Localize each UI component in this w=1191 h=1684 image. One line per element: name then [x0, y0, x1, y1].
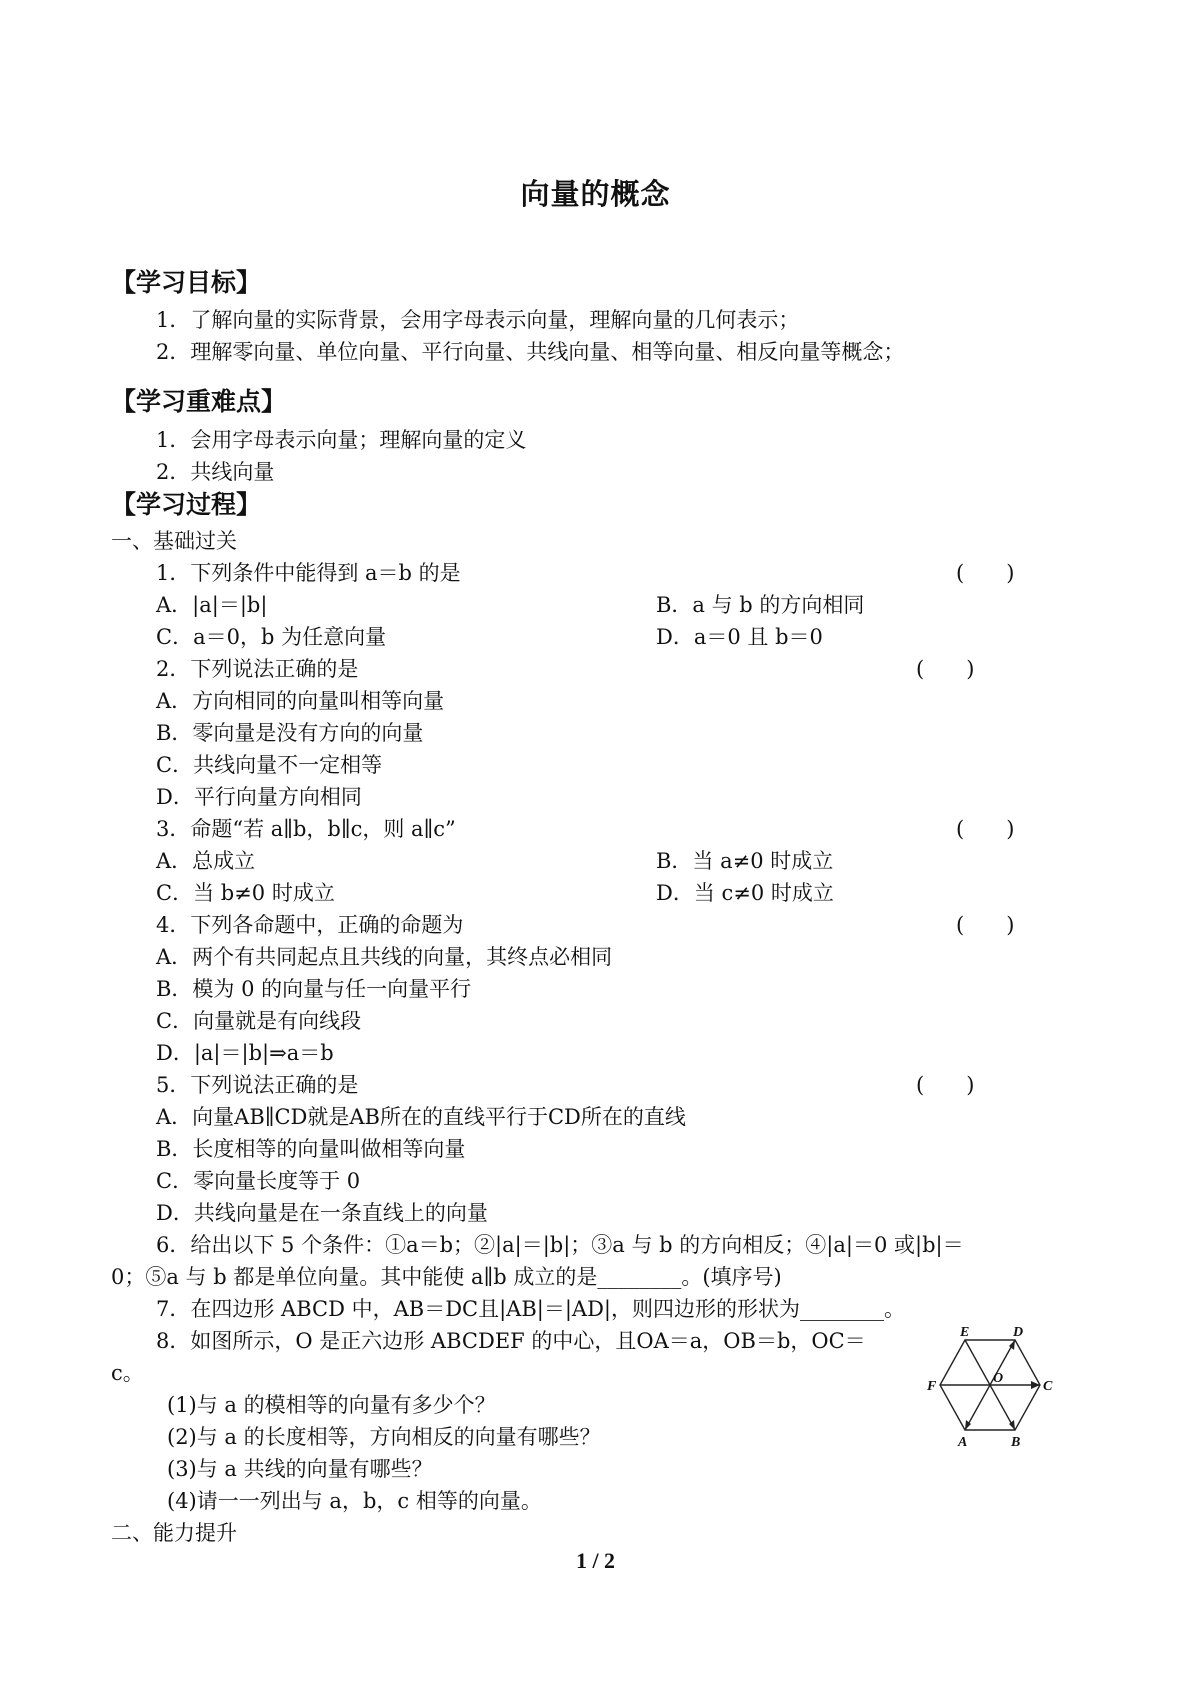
- section-heading-goals: 【学习目标】: [111, 268, 262, 297]
- option-a: A．方向相同的向量叫相等向量: [156, 689, 445, 713]
- option-b: B．a 与 b 的方向相同: [656, 593, 865, 617]
- section-heading-keys: 【学习重难点】: [111, 387, 287, 416]
- option-b: B．零向量是没有方向的向量: [156, 721, 424, 745]
- sub-question: (3)与 a 共线的向量有哪些？: [167, 1457, 433, 1481]
- goal-item: 2．理解零向量、单位向量、平行向量、共线向量、相等向量、相反向量等概念；: [156, 340, 905, 364]
- section-heading-process: 【学习过程】: [111, 490, 262, 519]
- question-1-stem: 1．下列条件中能得到 a＝b 的是: [156, 561, 461, 585]
- option-c: C．当 b≠0 时成立: [156, 881, 335, 905]
- option-c: C．零向量长度等于 0: [156, 1169, 361, 1193]
- center-label-o: O: [993, 1371, 1004, 1386]
- option-c: C．a＝0，b 为任意向量: [156, 625, 387, 649]
- option-b: B．当 a≠0 时成立: [656, 849, 834, 873]
- key-item: 2．共线向量: [156, 460, 275, 484]
- sub-question: (4)请一一列出与 a，b，c 相等的向量。: [167, 1489, 542, 1513]
- option-d: D．共线向量是在一条直线上的向量: [156, 1201, 488, 1225]
- part-heading: 二、能力提升: [111, 1521, 237, 1545]
- question-6-line: 0；⑤a 与 b 都是单位向量。其中能使 a∥b 成立的是________。(填序号): [111, 1265, 782, 1289]
- question-8-line: c。: [111, 1361, 144, 1385]
- answer-paren: ( ): [956, 817, 1015, 841]
- option-a: A．总成立: [156, 849, 256, 873]
- page-number: 1 / 2: [575, 1548, 616, 1573]
- goal-item: 1．了解向量的实际背景，会用字母表示向量，理解向量的几何表示；: [156, 308, 800, 332]
- option-d: D．a＝0 且 b＝0: [656, 625, 823, 649]
- sub-question: (1)与 a 的模相等的向量有多少个？: [167, 1393, 496, 1417]
- option-d: D．|a|＝|b|⇒a＝b: [156, 1041, 334, 1065]
- option-d: D．当 c≠0 时成立: [656, 881, 834, 905]
- question-4-stem: 4．下列各命题中，正确的命题为: [156, 913, 464, 937]
- part-heading: 一、基础过关: [111, 529, 237, 553]
- hexagon-figure: [925, 1322, 1055, 1447]
- key-item: 1．会用字母表示向量；理解向量的定义: [156, 428, 527, 452]
- answer-paren: ( ): [956, 913, 1015, 937]
- option-c: C．共线向量不一定相等: [156, 753, 383, 777]
- option-d: D．平行向量方向相同: [156, 785, 362, 809]
- vertex-label-c: C: [1043, 1379, 1053, 1394]
- answer-paren: ( ): [916, 1073, 975, 1097]
- option-b: B．模为 0 的向量与任一向量平行: [156, 977, 472, 1001]
- option-a: A．向量AB∥CD就是AB所在的直线平行于CD所在的直线: [156, 1105, 686, 1129]
- page-title: 向量的概念: [520, 177, 671, 211]
- vertex-label-e: E: [960, 1325, 970, 1340]
- question-2-stem: 2．下列说法正确的是: [156, 657, 359, 681]
- answer-paren: ( ): [916, 657, 975, 681]
- sub-question: (2)与 a 的长度相等，方向相反的向量有哪些？: [167, 1425, 601, 1449]
- vertex-label-b: B: [1011, 1435, 1021, 1447]
- option-a: A．|a|＝|b|: [156, 593, 268, 617]
- option-a: A．两个有共同起点且共线的向量，其终点必相同: [156, 945, 613, 969]
- question-3-stem: 3．命题“若 a∥b，b∥c，则 a∥c”: [156, 817, 456, 841]
- question-6-line: 6．给出以下 5 个条件：①a＝b；②|a|＝|b|；③a 与 b 的方向相反；④|a|＝0 或|b|＝: [156, 1233, 964, 1257]
- vertex-label-f: F: [927, 1379, 937, 1394]
- question-5-stem: 5．下列说法正确的是: [156, 1073, 359, 1097]
- vertex-label-d: D: [1013, 1325, 1024, 1340]
- vertex-label-a: A: [958, 1435, 968, 1447]
- question-8-line: 8．如图所示，O 是正六边形 ABCDEF 的中心，且OA＝a，OB＝b，OC＝: [156, 1329, 866, 1353]
- answer-paren: ( ): [956, 561, 1015, 585]
- option-c: C．向量就是有向线段: [156, 1009, 362, 1033]
- option-b: B．长度相等的向量叫做相等向量: [156, 1137, 466, 1161]
- question-7: 7．在四边形 ABCD 中，AB＝DC且|AB|＝|AD|，则四边形的形状为________。: [156, 1297, 906, 1321]
